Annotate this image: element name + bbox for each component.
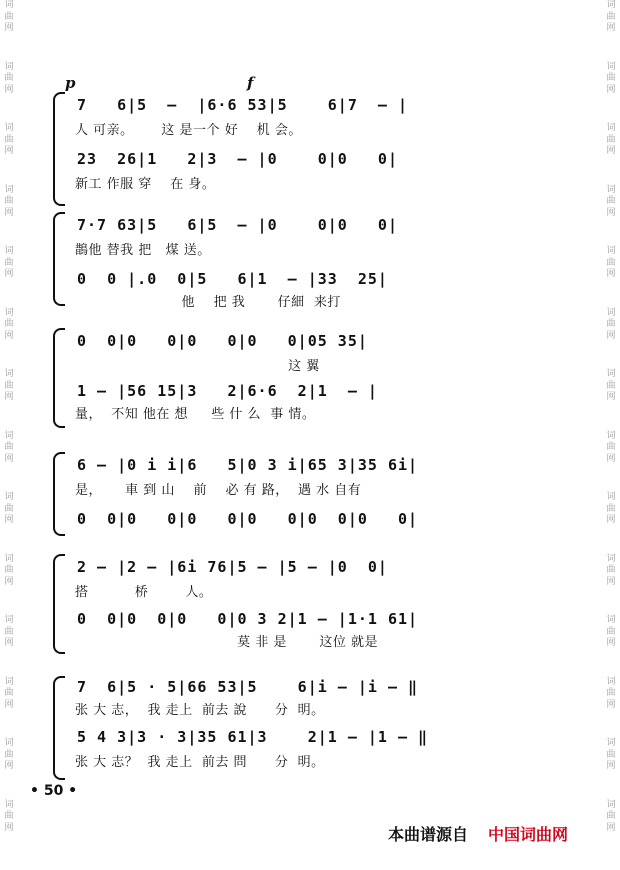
watermark-char: 网 bbox=[4, 207, 14, 218]
lower-staff-notes: 23 26|1 2|3 — |0 0|0 0| bbox=[77, 150, 398, 168]
upper-staff-lyrics: 是， 車 到 山 前 必 有 路， 遇 水 自有 bbox=[75, 483, 362, 498]
right-watermark-strip bbox=[604, 0, 618, 870]
watermark-char: 网 bbox=[4, 638, 14, 648]
watermark-char: 网 bbox=[606, 207, 616, 218]
watermark-char: 曲 bbox=[606, 626, 616, 637]
watermark-char: 词 bbox=[4, 123, 14, 133]
upper-staff-notes: 2 — |2 — |6i 76|5 — |5 — |0 0| bbox=[77, 558, 388, 576]
site-name-link[interactable]: 中国词曲网 bbox=[488, 825, 569, 844]
lower-staff-notes: 0 0 |.0 0|5 6|1 — |33 25| bbox=[77, 270, 388, 288]
watermark-char: 曲 bbox=[606, 688, 616, 698]
watermark-char: 曲 bbox=[4, 380, 14, 391]
watermark-char: 网 bbox=[606, 515, 616, 525]
watermark-char: 曲 bbox=[4, 688, 14, 698]
watermark-char: 曲 bbox=[4, 11, 14, 22]
lower-staff-lyrics: 量， 不知 他在 想 些 什 么 事 情。 bbox=[75, 407, 316, 422]
watermark-char: 词 bbox=[4, 553, 14, 564]
watermark-char: 网 bbox=[606, 761, 616, 771]
dynamic-forte: f bbox=[247, 74, 254, 92]
upper-staff-lyrics: 搭 桥 人。 bbox=[75, 585, 213, 600]
upper-staff-lyrics: 鵲他 替我 把 煤 送。 bbox=[75, 243, 211, 258]
watermark-char: 曲 bbox=[606, 503, 616, 514]
watermark-char: 曲 bbox=[606, 811, 616, 821]
watermark-char: 曲 bbox=[606, 73, 616, 83]
watermark-char: 网 bbox=[606, 699, 616, 710]
upper-staff-lyrics: 人 可亲。 这 是一个 好 机 会。 bbox=[75, 123, 302, 138]
watermark-char: 曲 bbox=[4, 196, 14, 206]
watermark-char: 网 bbox=[4, 822, 14, 833]
system-brace bbox=[53, 676, 65, 780]
watermark-char: 词 bbox=[606, 676, 616, 687]
page-number: • 50 • bbox=[30, 783, 78, 799]
left-watermark-strip bbox=[2, 0, 16, 870]
watermark-char: 曲 bbox=[4, 626, 14, 637]
upper-staff-notes: 7 6|5 — |6·6 53|5 6|7 — | bbox=[77, 96, 409, 114]
upper-staff-lyrics: 张 大 志， 我 走上 前去 說 分 明。 bbox=[75, 703, 325, 718]
watermark-char: 曲 bbox=[606, 380, 616, 391]
watermark-char: 曲 bbox=[4, 442, 14, 452]
watermark-char: 网 bbox=[4, 269, 14, 279]
watermark-char: 曲 bbox=[606, 134, 616, 145]
lower-staff-notes: 1 — |56 15|3 2|6·6 2|1 — | bbox=[77, 382, 378, 400]
watermark-char: 曲 bbox=[606, 565, 616, 575]
watermark-char: 网 bbox=[606, 84, 616, 95]
watermark-char: 网 bbox=[4, 576, 14, 587]
lower-staff-lyrics: 新工 作服 穿 在 身。 bbox=[75, 177, 216, 192]
watermark-char: 词 bbox=[4, 492, 14, 502]
watermark-char: 词 bbox=[606, 61, 616, 72]
watermark-char: 曲 bbox=[4, 319, 14, 329]
watermark-char: 曲 bbox=[4, 503, 14, 514]
watermark-char: 词 bbox=[606, 430, 616, 441]
watermark-char: 词 bbox=[606, 799, 616, 810]
watermark-char: 网 bbox=[4, 761, 14, 771]
watermark-char: 词 bbox=[4, 615, 14, 625]
system-brace bbox=[53, 212, 65, 306]
watermark-char: 词 bbox=[4, 738, 14, 748]
watermark-char: 曲 bbox=[4, 811, 14, 821]
upper-staff-notes: 0 0|0 0|0 0|0 0|05 35| bbox=[77, 332, 368, 350]
upper-staff-lyrics: 这 翼 bbox=[75, 359, 320, 374]
system-brace bbox=[53, 92, 65, 206]
watermark-char: 曲 bbox=[606, 11, 616, 22]
score-page bbox=[55, 60, 525, 810]
watermark-char: 曲 bbox=[606, 257, 616, 268]
dynamic-piano: p bbox=[65, 74, 76, 92]
watermark-char: 网 bbox=[606, 330, 616, 341]
watermark-char: 词 bbox=[606, 553, 616, 564]
watermark-char: 网 bbox=[606, 576, 616, 587]
watermark-char: 曲 bbox=[4, 73, 14, 83]
upper-staff-notes: 7 6|5 · 5|66 53|5 6|i — |i — ‖ bbox=[77, 678, 419, 696]
watermark-char: 词 bbox=[4, 61, 14, 72]
upper-staff-notes: 7·7 63|5 6|5 — |0 0|0 0| bbox=[77, 216, 398, 234]
watermark-char: 曲 bbox=[4, 257, 14, 268]
watermark-char: 曲 bbox=[606, 749, 616, 760]
watermark-char: 词 bbox=[606, 307, 616, 318]
watermark-char: 词 bbox=[606, 492, 616, 502]
watermark-char: 网 bbox=[606, 269, 616, 279]
watermark-char: 词 bbox=[606, 0, 616, 10]
watermark-char: 网 bbox=[4, 146, 14, 156]
watermark-char: 曲 bbox=[4, 565, 14, 575]
watermark-char: 词 bbox=[606, 369, 616, 379]
system-brace bbox=[53, 452, 65, 536]
lower-staff-lyrics: 莫 非 是 这位 就是 bbox=[75, 635, 378, 650]
watermark-char: 词 bbox=[606, 615, 616, 625]
watermark-char: 曲 bbox=[606, 319, 616, 329]
watermark-char: 网 bbox=[4, 699, 14, 710]
watermark-char: 网 bbox=[4, 453, 14, 464]
lower-staff-lyrics: 他 把 我 仔細 来打 bbox=[75, 295, 341, 310]
watermark-char: 曲 bbox=[606, 442, 616, 452]
watermark-char: 网 bbox=[4, 23, 14, 33]
upper-staff-notes: 6 — |0 i i|6 5|0 3 i|65 3|35 6i| bbox=[77, 456, 419, 474]
watermark-char: 词 bbox=[4, 430, 14, 441]
watermark-char: 词 bbox=[4, 676, 14, 687]
watermark-char: 网 bbox=[606, 392, 616, 402]
watermark-char: 网 bbox=[4, 84, 14, 95]
watermark-char: 网 bbox=[606, 822, 616, 833]
watermark-char: 词 bbox=[606, 184, 616, 195]
lower-staff-notes: 5 4 3|3 · 3|35 61|3 2|1 — |1 — ‖ bbox=[77, 728, 429, 746]
watermark-char: 词 bbox=[606, 738, 616, 748]
watermark-char: 词 bbox=[4, 246, 14, 256]
lower-staff-notes: 0 0|0 0|0 0|0 3 2|1 — |1·1 61| bbox=[77, 610, 419, 628]
system-brace bbox=[53, 554, 65, 654]
watermark-char: 词 bbox=[4, 0, 14, 10]
watermark-char: 词 bbox=[4, 799, 14, 810]
lower-staff-notes: 0 0|0 0|0 0|0 0|0 0|0 0| bbox=[77, 510, 419, 528]
watermark-char: 词 bbox=[606, 246, 616, 256]
watermark-char: 词 bbox=[4, 307, 14, 318]
watermark-char: 词 bbox=[4, 369, 14, 379]
lower-staff-lyrics: 张 大 志？ 我 走上 前去 問 分 明。 bbox=[75, 755, 325, 770]
watermark-char: 网 bbox=[606, 146, 616, 156]
watermark-char: 曲 bbox=[4, 749, 14, 760]
watermark-char: 网 bbox=[606, 453, 616, 464]
watermark-char: 曲 bbox=[606, 196, 616, 206]
watermark-char: 词 bbox=[606, 123, 616, 133]
source-credit bbox=[388, 822, 568, 845]
watermark-char: 网 bbox=[4, 330, 14, 341]
source-label: 本曲谱源自 bbox=[388, 825, 469, 844]
watermark-char: 网 bbox=[4, 515, 14, 525]
watermark-char: 网 bbox=[4, 392, 14, 402]
watermark-char: 网 bbox=[606, 23, 616, 33]
watermark-char: 词 bbox=[4, 184, 14, 195]
watermark-char: 网 bbox=[606, 638, 616, 648]
system-brace bbox=[53, 328, 65, 428]
watermark-char: 曲 bbox=[4, 134, 14, 145]
